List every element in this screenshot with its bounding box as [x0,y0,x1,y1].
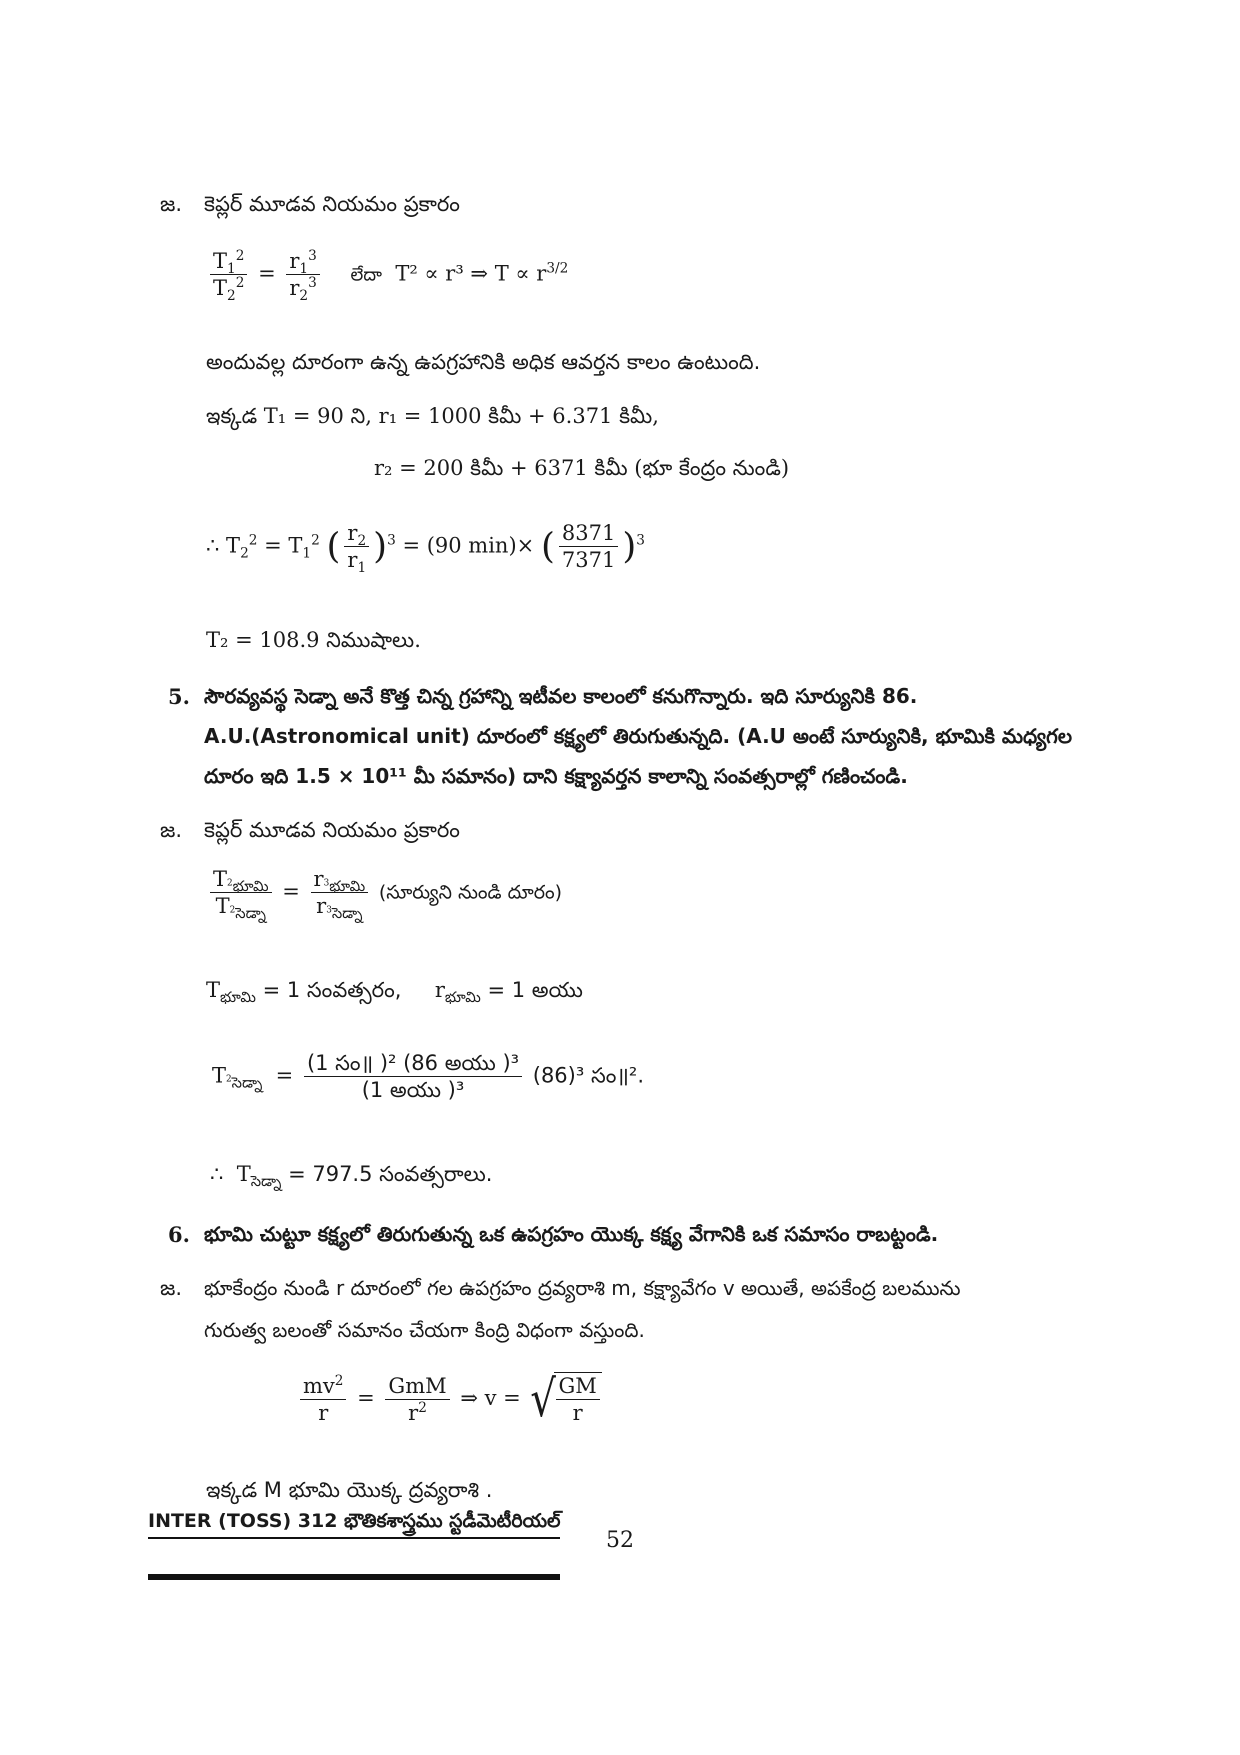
question-6-number: 6. [168,1222,190,1247]
question-5-line-2: A.U.(Astronomical unit) దూరంలో కక్ష్యలో తిరుగుతున్నది. (A.U అంటే సూర్యునికి, భూమికి మధ్యగల [204,724,1073,748]
calc-middle: = (90 min)× [402,533,535,558]
footer-title: INTER (TOSS) 312 భౌతికశాస్త్రము స్టడీమెటీరియల్ [148,1510,561,1532]
question-5-number: 5. [168,684,190,709]
kepler-law-line-2: కెప్లర్ మూడవ నియమం ప్రకారం [204,818,460,842]
or-text: లేదా [350,264,382,286]
question-5-line-3: దూరం ఇది 1.5 × 10¹¹ మీ సమానం) దాని కక్ష్యావర్తన కాలాన్ని సంవత్సరాల్లో గణించండి. [204,764,908,788]
period-calculation: ∴ $T_2^2 = T_1^2$ ( $\frac{r_2}{r_1}$ )$^3$ = (90 min)× ( $\frac{8371}{7371}$ )$^3$ [206,521,645,577]
orbital-velocity-equation: $\frac{mv^2}{r}$ = $\frac{\text{GmM}}{r^2}$ ⇒ v = √ $\frac{GM}{r}$ [296,1372,602,1427]
radius-ratio: $\frac{r_1^3}{r_2^3}$ [286,248,319,302]
period-ratio: $\frac{T_1^2}{T_2^2}$ [210,248,247,302]
answer-label: జ. [160,1276,183,1300]
ratio-denominator: (1 అయు )³ [361,1078,465,1103]
conclusion-line: అందువల్ల దూరంగా ఉన్న ఉపగ్రహానికి అధిక ఆవర్తన కాలం ఉంటుంది. [206,350,761,374]
kepler-law-line: కెప్లర్ మూడవ నియమం ప్రకారం [204,192,460,216]
exponent: 3/2 [546,260,569,277]
mass-note: ఇక్కడ M భూమి యొక్క ద్రవ్యరాశి . [206,1478,493,1502]
question-6-text: భూమి చుట్టూ కక్ష్యలో తిరుగుతున్న ఒక ఉపగ్రహం యొక్క కక్ష్య వేగానికి ఒక సమాసం రాబట్టండి. [204,1222,939,1246]
calc-numerator: 8371 [559,520,618,547]
derivation-line-2: గురుత్వ బలంతో సమానం చేయగా కింద్రి విధంగా వస్తుంది. [204,1318,645,1342]
footer-bar [148,1574,560,1580]
page-number: 52 [606,1528,634,1553]
calc-denominator: 7371 [561,548,616,573]
answer-label: జ. [160,818,183,842]
given-line-1: ఇక్కడ T₁ = 90 ని, r₁ = 1000 కిమీ + 6.371 కిమీ, [206,404,659,428]
kepler-ratio-equation: $\frac{T_1^2}{T_2^2}$ = $\frac{r_1^3}{r_2^3}$ లేదా T² ∝ r³ ⇒ $T \propto r^{3/2}$ [206,248,568,302]
derivation-line-1: భూకేంద్రం నుండి r దూరంలో గల ఉపగ్రహం ద్రవ్యరాశి m, కక్ష్యావేగం v అయితే, అపకేంద్ర బలమును [204,1276,961,1300]
given-line-2: r₂ = 200 కిమీ + 6371 కిమీ (భూ కేంద్రం నుండి) [374,456,790,480]
distance-note: (సూర్యుని నుండి దూరం) [378,881,563,904]
therefore-symbol: ∴ [206,533,220,558]
sedna-period-calculation: $T_{^2సెడ్నా}$ = $\frac{\text{(1 సం॥ )² (86 అయు )³}}{\text{(1 అయు )³}}$ (86)³ సం॥². [212,1051,645,1103]
proportionality-relation: T² ∝ r³ ⇒ T ∝ r [395,261,547,286]
question-5-line-1: సౌరవ్యవస్థ సెడ్నా అనే కొత్త చిన్న గ్రహాన్ని ఇటీవల కాలంలో కనుగొన్నారు. ఇది సూర్యునికి 86. [204,684,918,708]
implies-v: ⇒ v = [460,1385,521,1410]
sedna-result-line: ∴ $T_{సెడ్నా} = 797.5$ సంవత్సరాలు. [210,1162,493,1191]
ratio-numerator: (1 సం॥ )² (86 అయు )³ [304,1050,522,1077]
ratio-tail: (86)³ సం॥². [532,1063,645,1088]
result-line-1: T₂ = 108.9 నిముషాలు. [206,628,421,652]
earth-values-line: $T_{భూమి} = 1$ సంవత్సరం, $r_{భూమి} = 1$ అయు [206,978,583,1007]
footer-rule [148,1537,560,1539]
sedna-ratio-equation: $\frac{T_{^2భూమి}}{T_{^2సెడ్నా}}$ = $\frac{r_{^3భూమి}}{r_{^3సెడ్నా}}$ (సూర్యుని నుండి దూరం) [206,866,562,920]
answer-label: జ. [160,192,183,216]
